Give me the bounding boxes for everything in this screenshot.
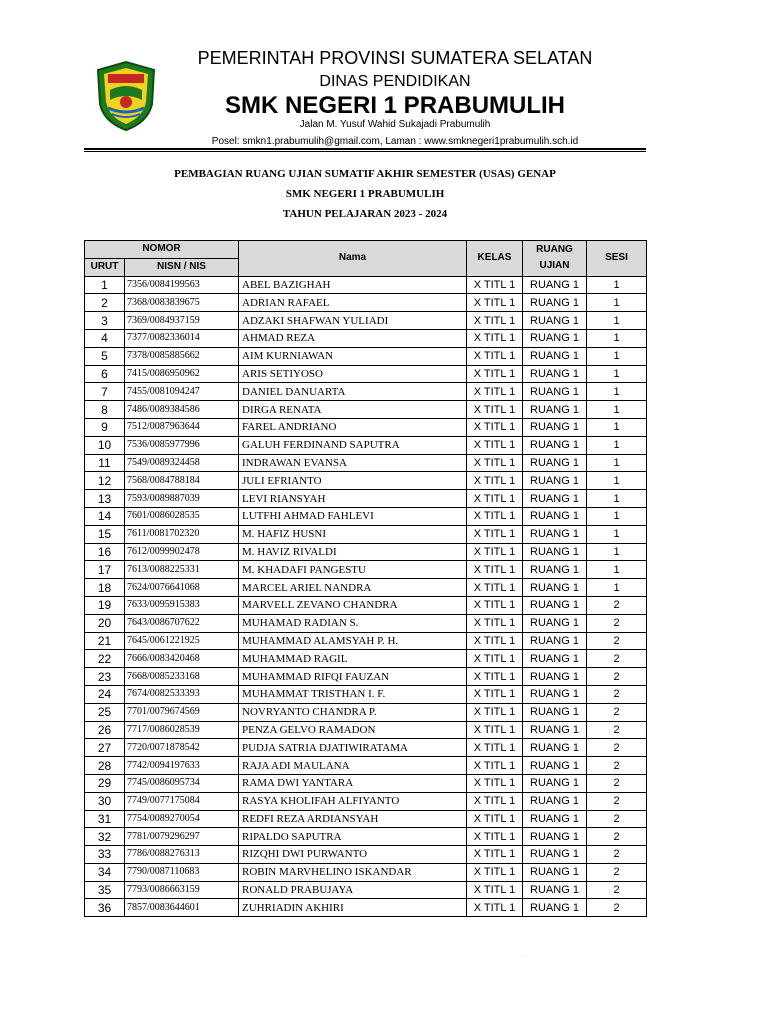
table-row xyxy=(85,632,647,650)
cell-nama: ABEL BAZIGHAH xyxy=(239,276,467,294)
cell-nisn: 7486/0089384586 xyxy=(125,401,239,419)
cell-sesi: 1 xyxy=(587,312,647,330)
cell-urut: 2 xyxy=(85,294,125,312)
cell-nama: M. HAVIZ RIVALDI xyxy=(239,543,467,561)
cell-nama: M. HAFIZ HUSNI xyxy=(239,525,467,543)
cell-sesi: 2 xyxy=(587,863,647,881)
cell-sesi: 2 xyxy=(587,792,647,810)
cell-urut: 28 xyxy=(85,757,125,775)
cell-ruang: RUANG 1 xyxy=(523,454,587,472)
table-body xyxy=(85,276,647,917)
cell-kelas: X TITL 1 xyxy=(467,401,523,419)
table-row xyxy=(85,543,647,561)
table-row xyxy=(85,774,647,792)
cell-kelas: X TITL 1 xyxy=(467,739,523,757)
cell-kelas: X TITL 1 xyxy=(467,757,523,775)
cell-kelas: X TITL 1 xyxy=(467,294,523,312)
table-row xyxy=(85,846,647,864)
cell-kelas: X TITL 1 xyxy=(467,828,523,846)
cell-sesi: 1 xyxy=(587,507,647,525)
cell-nisn: 7613/0088225331 xyxy=(125,561,239,579)
document-subtitle-school: SMK NEGERI 1 PRABUMULIH xyxy=(285,188,445,200)
cell-sesi: 2 xyxy=(587,828,647,846)
cell-nama: ARIS SETIYOSO xyxy=(239,365,467,383)
table-row xyxy=(85,525,647,543)
school-address: Jalan M. Yusuf Wahid Sukajadi Prabumulih xyxy=(299,119,491,130)
cell-nama: MUHAMMAT TRISTHAN I. F. xyxy=(239,685,467,703)
cell-urut: 27 xyxy=(85,739,125,757)
cell-sesi: 1 xyxy=(587,472,647,490)
table-row xyxy=(85,757,647,775)
cell-nisn: 7611/0081702320 xyxy=(125,525,239,543)
cell-ruang: RUANG 1 xyxy=(523,436,587,454)
header-ruang-line2: UJIAN xyxy=(539,260,570,272)
cell-nama: PUDJA SATRIA DJATIWIRATAMA xyxy=(239,739,467,757)
cell-sesi: 1 xyxy=(587,329,647,347)
cell-nisn: 7701/0079674569 xyxy=(125,703,239,721)
table-row xyxy=(85,312,647,330)
cell-ruang: RUANG 1 xyxy=(523,579,587,597)
cell-nisn: 7512/0087963644 xyxy=(125,418,239,436)
table-row xyxy=(85,810,647,828)
cell-sesi: 1 xyxy=(587,525,647,543)
cell-nama: RONALD PRABUJAYA xyxy=(239,881,467,899)
cell-kelas: X TITL 1 xyxy=(467,507,523,525)
header-nama: Nama xyxy=(239,241,467,277)
header-kelas: KELAS xyxy=(467,241,523,277)
cell-nisn: 7368/0083839675 xyxy=(125,294,239,312)
letterhead-divider xyxy=(84,148,646,152)
cell-nama: RAMA DWI YANTARA xyxy=(239,774,467,792)
cell-ruang: RUANG 1 xyxy=(523,650,587,668)
cell-ruang: RUANG 1 xyxy=(523,596,587,614)
cell-nama: MUHAMMAD ALAMSYAH P. H. xyxy=(239,632,467,650)
cell-urut: 18 xyxy=(85,579,125,597)
cell-nisn: 7593/0089887039 xyxy=(125,490,239,508)
cell-sesi: 2 xyxy=(587,774,647,792)
cell-kelas: X TITL 1 xyxy=(467,721,523,739)
cell-kelas: X TITL 1 xyxy=(467,596,523,614)
table-row xyxy=(85,490,647,508)
cell-kelas: X TITL 1 xyxy=(467,383,523,401)
cell-ruang: RUANG 1 xyxy=(523,347,587,365)
cell-ruang: RUANG 1 xyxy=(523,507,587,525)
table-row xyxy=(85,294,647,312)
cell-sesi: 2 xyxy=(587,614,647,632)
cell-urut: 4 xyxy=(85,329,125,347)
cell-nisn: 7857/0083644601 xyxy=(125,899,239,917)
cell-urut: 7 xyxy=(85,383,125,401)
cell-nisn: 7612/0099902478 xyxy=(125,543,239,561)
cell-sesi: 2 xyxy=(587,721,647,739)
cell-urut: 25 xyxy=(85,703,125,721)
cell-urut: 20 xyxy=(85,614,125,632)
cell-sesi: 1 xyxy=(587,418,647,436)
cell-sesi: 1 xyxy=(587,490,647,508)
cell-urut: 32 xyxy=(85,828,125,846)
cell-nama: AHMAD REZA xyxy=(239,329,467,347)
cell-nama: RASYA KHOLIFAH ALFIYANTO xyxy=(239,792,467,810)
school-name: SMK NEGERI 1 PRABUMULIH xyxy=(224,92,566,119)
department-name: DINAS PENDIDIKAN xyxy=(319,73,471,90)
cell-kelas: X TITL 1 xyxy=(467,863,523,881)
cell-ruang: RUANG 1 xyxy=(523,721,587,739)
cell-nisn: 7377/0082336014 xyxy=(125,329,239,347)
cell-kelas: X TITL 1 xyxy=(467,329,523,347)
header-ruang-line1: RUANG xyxy=(536,244,573,256)
cell-ruang: RUANG 1 xyxy=(523,294,587,312)
cell-sesi: 1 xyxy=(587,579,647,597)
document-title: PEMBAGIAN RUANG UJIAN SUMATIF AKHIR SEMESTER (USAS) GENAP xyxy=(174,168,556,180)
cell-nisn: 7415/0086950962 xyxy=(125,365,239,383)
cell-kelas: X TITL 1 xyxy=(467,846,523,864)
cell-urut: 33 xyxy=(85,846,125,864)
cell-kelas: X TITL 1 xyxy=(467,543,523,561)
cell-nisn: 7742/0094197633 xyxy=(125,757,239,775)
header-ruang-ujian xyxy=(523,241,587,277)
cell-nama: PENZA GELVO RAMADON xyxy=(239,721,467,739)
cell-ruang: RUANG 1 xyxy=(523,561,587,579)
cell-kelas: X TITL 1 xyxy=(467,792,523,810)
table-row xyxy=(85,721,647,739)
cell-urut: 8 xyxy=(85,401,125,419)
cell-urut: 26 xyxy=(85,721,125,739)
cell-sesi: 1 xyxy=(587,561,647,579)
cell-sesi: 1 xyxy=(587,365,647,383)
cell-nama: DIRGA RENATA xyxy=(239,401,467,419)
cell-nama: ADZAKI SHAFWAN YULIADI xyxy=(239,312,467,330)
table-row xyxy=(85,579,647,597)
cell-sesi: 1 xyxy=(587,347,647,365)
cell-sesi: 1 xyxy=(587,543,647,561)
cell-kelas: X TITL 1 xyxy=(467,561,523,579)
cell-nisn: 7720/0071878542 xyxy=(125,739,239,757)
cell-sesi: 2 xyxy=(587,739,647,757)
table-row xyxy=(85,418,647,436)
cell-urut: 17 xyxy=(85,561,125,579)
cell-ruang: RUANG 1 xyxy=(523,739,587,757)
cell-ruang: RUANG 1 xyxy=(523,881,587,899)
table-row xyxy=(85,739,647,757)
table-row xyxy=(85,561,647,579)
cell-urut: 14 xyxy=(85,507,125,525)
cell-nama: MUHAMMAD RIFQI FAUZAN xyxy=(239,668,467,686)
cell-nama: FAREL ANDRIANO xyxy=(239,418,467,436)
cell-ruang: RUANG 1 xyxy=(523,614,587,632)
cell-sesi: 1 xyxy=(587,454,647,472)
cell-urut: 3 xyxy=(85,312,125,330)
cell-nama: LUTFHI AHMAD FAHLEVI xyxy=(239,507,467,525)
cell-sesi: 2 xyxy=(587,881,647,899)
table-row xyxy=(85,792,647,810)
cell-ruang: RUANG 1 xyxy=(523,543,587,561)
cell-nama: NOVRYANTO CHANDRA P. xyxy=(239,703,467,721)
header-nomor: NOMOR xyxy=(85,241,239,259)
cell-nama: RIPALDO SAPUTRA xyxy=(239,828,467,846)
cell-urut: 10 xyxy=(85,436,125,454)
cell-nama: ROBIN MARVHELINO ISKANDAR xyxy=(239,863,467,881)
cell-nisn: 7666/0083420468 xyxy=(125,650,239,668)
cell-ruang: RUANG 1 xyxy=(523,365,587,383)
cell-nisn: 7455/0081094247 xyxy=(125,383,239,401)
cell-urut: 9 xyxy=(85,418,125,436)
cell-sesi: 1 xyxy=(587,276,647,294)
cell-sesi: 2 xyxy=(587,846,647,864)
table-row xyxy=(85,347,647,365)
cell-sesi: 2 xyxy=(587,685,647,703)
cell-urut: 11 xyxy=(85,454,125,472)
cell-urut: 22 xyxy=(85,650,125,668)
cell-kelas: X TITL 1 xyxy=(467,632,523,650)
cell-urut: 12 xyxy=(85,472,125,490)
cell-nisn: 7645/0061221925 xyxy=(125,632,239,650)
table-row xyxy=(85,596,647,614)
table-row xyxy=(85,828,647,846)
cell-nama: RAJA ADI MAULANA xyxy=(239,757,467,775)
cell-sesi: 1 xyxy=(587,383,647,401)
cell-kelas: X TITL 1 xyxy=(467,490,523,508)
cell-kelas: X TITL 1 xyxy=(467,810,523,828)
cell-nisn: 7749/0077175084 xyxy=(125,792,239,810)
cell-ruang: RUANG 1 xyxy=(523,774,587,792)
cell-nama: MARVELL ZEVANO CHANDRA xyxy=(239,596,467,614)
cell-sesi: 2 xyxy=(587,703,647,721)
cell-sesi: 2 xyxy=(587,899,647,917)
table-row xyxy=(85,614,647,632)
cell-urut: 34 xyxy=(85,863,125,881)
cell-kelas: X TITL 1 xyxy=(467,703,523,721)
cell-nama: MUHAMAD RADIAN S. xyxy=(239,614,467,632)
cell-kelas: X TITL 1 xyxy=(467,454,523,472)
cell-kelas: X TITL 1 xyxy=(467,614,523,632)
cell-ruang: RUANG 1 xyxy=(523,383,587,401)
cell-ruang: RUANG 1 xyxy=(523,899,587,917)
table-row xyxy=(85,668,647,686)
cell-urut: 6 xyxy=(85,365,125,383)
header-nisn: NISN / NIS xyxy=(125,258,239,276)
cell-nisn: 7793/0086663159 xyxy=(125,881,239,899)
cell-ruang: RUANG 1 xyxy=(523,401,587,419)
table-row xyxy=(85,899,647,917)
cell-nisn: 7781/0079296297 xyxy=(125,828,239,846)
cell-kelas: X TITL 1 xyxy=(467,881,523,899)
cell-nama: LEVI RIANSYAH xyxy=(239,490,467,508)
cell-kelas: X TITL 1 xyxy=(467,685,523,703)
school-contact: Posel: smkn1.prabumulih@gmail.com, Laman : www.smknegeri1prabumulih.sch.id xyxy=(211,136,579,147)
cell-ruang: RUANG 1 xyxy=(523,632,587,650)
table-row xyxy=(85,436,647,454)
cell-nisn: 7624/0076641068 xyxy=(125,579,239,597)
cell-nama: ZUHRIADIN AKHIRI xyxy=(239,899,467,917)
cell-nama: ADRIAN RAFAEL xyxy=(239,294,467,312)
cell-kelas: X TITL 1 xyxy=(467,472,523,490)
cell-nama: MARCEL ARIEL NANDRA xyxy=(239,579,467,597)
cell-urut: 19 xyxy=(85,596,125,614)
cell-nama: AIM KURNIAWAN xyxy=(239,347,467,365)
cell-ruang: RUANG 1 xyxy=(523,810,587,828)
cell-ruang: RUANG 1 xyxy=(523,312,587,330)
header-urut: URUT xyxy=(85,258,125,276)
cell-ruang: RUANG 1 xyxy=(523,863,587,881)
cell-sesi: 1 xyxy=(587,294,647,312)
cell-sesi: 2 xyxy=(587,596,647,614)
table-row xyxy=(85,881,647,899)
cell-nisn: 7674/0082533393 xyxy=(125,685,239,703)
cell-kelas: X TITL 1 xyxy=(467,418,523,436)
cell-nisn: 7633/0095915383 xyxy=(125,596,239,614)
cell-urut: 29 xyxy=(85,774,125,792)
cell-nisn: 7790/0087110683 xyxy=(125,863,239,881)
cell-nama: DANIEL DANUARTA xyxy=(239,383,467,401)
cell-kelas: X TITL 1 xyxy=(467,436,523,454)
cell-nisn: 7568/0084788184 xyxy=(125,472,239,490)
table-row xyxy=(85,329,647,347)
cell-sesi: 2 xyxy=(587,668,647,686)
cell-ruang: RUANG 1 xyxy=(523,329,587,347)
cell-urut: 5 xyxy=(85,347,125,365)
cell-nisn: 7378/0085885662 xyxy=(125,347,239,365)
cell-nisn: 7601/0086028535 xyxy=(125,507,239,525)
cell-nisn: 7549/0089324458 xyxy=(125,454,239,472)
cell-kelas: X TITL 1 xyxy=(467,774,523,792)
letterhead xyxy=(84,44,646,150)
cell-kelas: X TITL 1 xyxy=(467,668,523,686)
document-subtitle-year: TAHUN PELAJARAN 2023 - 2024 xyxy=(282,208,448,220)
cell-kelas: X TITL 1 xyxy=(467,650,523,668)
cell-ruang: RUANG 1 xyxy=(523,757,587,775)
footer-mark: . xyxy=(522,953,524,959)
table-row xyxy=(85,365,647,383)
cell-nama: M. KHADAFI PANGESTU xyxy=(239,561,467,579)
table-row xyxy=(85,703,647,721)
table-row xyxy=(85,650,647,668)
cell-nama: RIZQHI DWI PURWANTO xyxy=(239,846,467,864)
cell-ruang: RUANG 1 xyxy=(523,276,587,294)
cell-ruang: RUANG 1 xyxy=(523,418,587,436)
cell-nama: MUHAMMAD RAGIL xyxy=(239,650,467,668)
exam-room-table xyxy=(84,240,647,917)
table-row xyxy=(85,685,647,703)
cell-ruang: RUANG 1 xyxy=(523,490,587,508)
cell-ruang: RUANG 1 xyxy=(523,792,587,810)
cell-nisn: 7717/0086028539 xyxy=(125,721,239,739)
cell-nisn: 7369/0084937159 xyxy=(125,312,239,330)
cell-kelas: X TITL 1 xyxy=(467,347,523,365)
cell-nisn: 7536/0085977996 xyxy=(125,436,239,454)
cell-urut: 13 xyxy=(85,490,125,508)
cell-sesi: 1 xyxy=(587,401,647,419)
cell-urut: 15 xyxy=(85,525,125,543)
cell-urut: 23 xyxy=(85,668,125,686)
cell-ruang: RUANG 1 xyxy=(523,828,587,846)
cell-kelas: X TITL 1 xyxy=(467,276,523,294)
cell-kelas: X TITL 1 xyxy=(467,525,523,543)
cell-urut: 21 xyxy=(85,632,125,650)
cell-nama: REDFI REZA ARDIANSYAH xyxy=(239,810,467,828)
cell-ruang: RUANG 1 xyxy=(523,668,587,686)
cell-nisn: 7356/0084199563 xyxy=(125,276,239,294)
cell-urut: 31 xyxy=(85,810,125,828)
cell-nisn: 7745/0086095734 xyxy=(125,774,239,792)
table-row xyxy=(85,401,647,419)
cell-ruang: RUANG 1 xyxy=(523,685,587,703)
cell-urut: 16 xyxy=(85,543,125,561)
cell-ruang: RUANG 1 xyxy=(523,472,587,490)
cell-nama: JULI EFRIANTO xyxy=(239,472,467,490)
cell-urut: 35 xyxy=(85,881,125,899)
cell-urut: 30 xyxy=(85,792,125,810)
table-row xyxy=(85,507,647,525)
cell-urut: 36 xyxy=(85,899,125,917)
cell-ruang: RUANG 1 xyxy=(523,525,587,543)
table-row xyxy=(85,276,647,294)
cell-kelas: X TITL 1 xyxy=(467,365,523,383)
cell-kelas: X TITL 1 xyxy=(467,579,523,597)
table-row xyxy=(85,383,647,401)
cell-ruang: RUANG 1 xyxy=(523,703,587,721)
cell-sesi: 2 xyxy=(587,810,647,828)
cell-nisn: 7643/0086707622 xyxy=(125,614,239,632)
government-name: PEMERINTAH PROVINSI SUMATERA SELATAN xyxy=(197,48,593,68)
cell-sesi: 2 xyxy=(587,632,647,650)
cell-nisn: 7668/0085233168 xyxy=(125,668,239,686)
cell-nisn: 7754/0089270054 xyxy=(125,810,239,828)
cell-urut: 1 xyxy=(85,276,125,294)
cell-kelas: X TITL 1 xyxy=(467,312,523,330)
cell-nama: INDRAWAN EVANSA xyxy=(239,454,467,472)
cell-nama: GALUH FERDINAND SAPUTRA xyxy=(239,436,467,454)
cell-sesi: 2 xyxy=(587,757,647,775)
cell-ruang: RUANG 1 xyxy=(523,846,587,864)
cell-sesi: 2 xyxy=(587,650,647,668)
table-row xyxy=(85,863,647,881)
cell-kelas: X TITL 1 xyxy=(467,899,523,917)
header-sesi: SESI xyxy=(587,241,647,277)
table-row xyxy=(85,454,647,472)
cell-urut: 24 xyxy=(85,685,125,703)
cell-nisn: 7786/0088276313 xyxy=(125,846,239,864)
cell-sesi: 1 xyxy=(587,436,647,454)
table-row xyxy=(85,472,647,490)
